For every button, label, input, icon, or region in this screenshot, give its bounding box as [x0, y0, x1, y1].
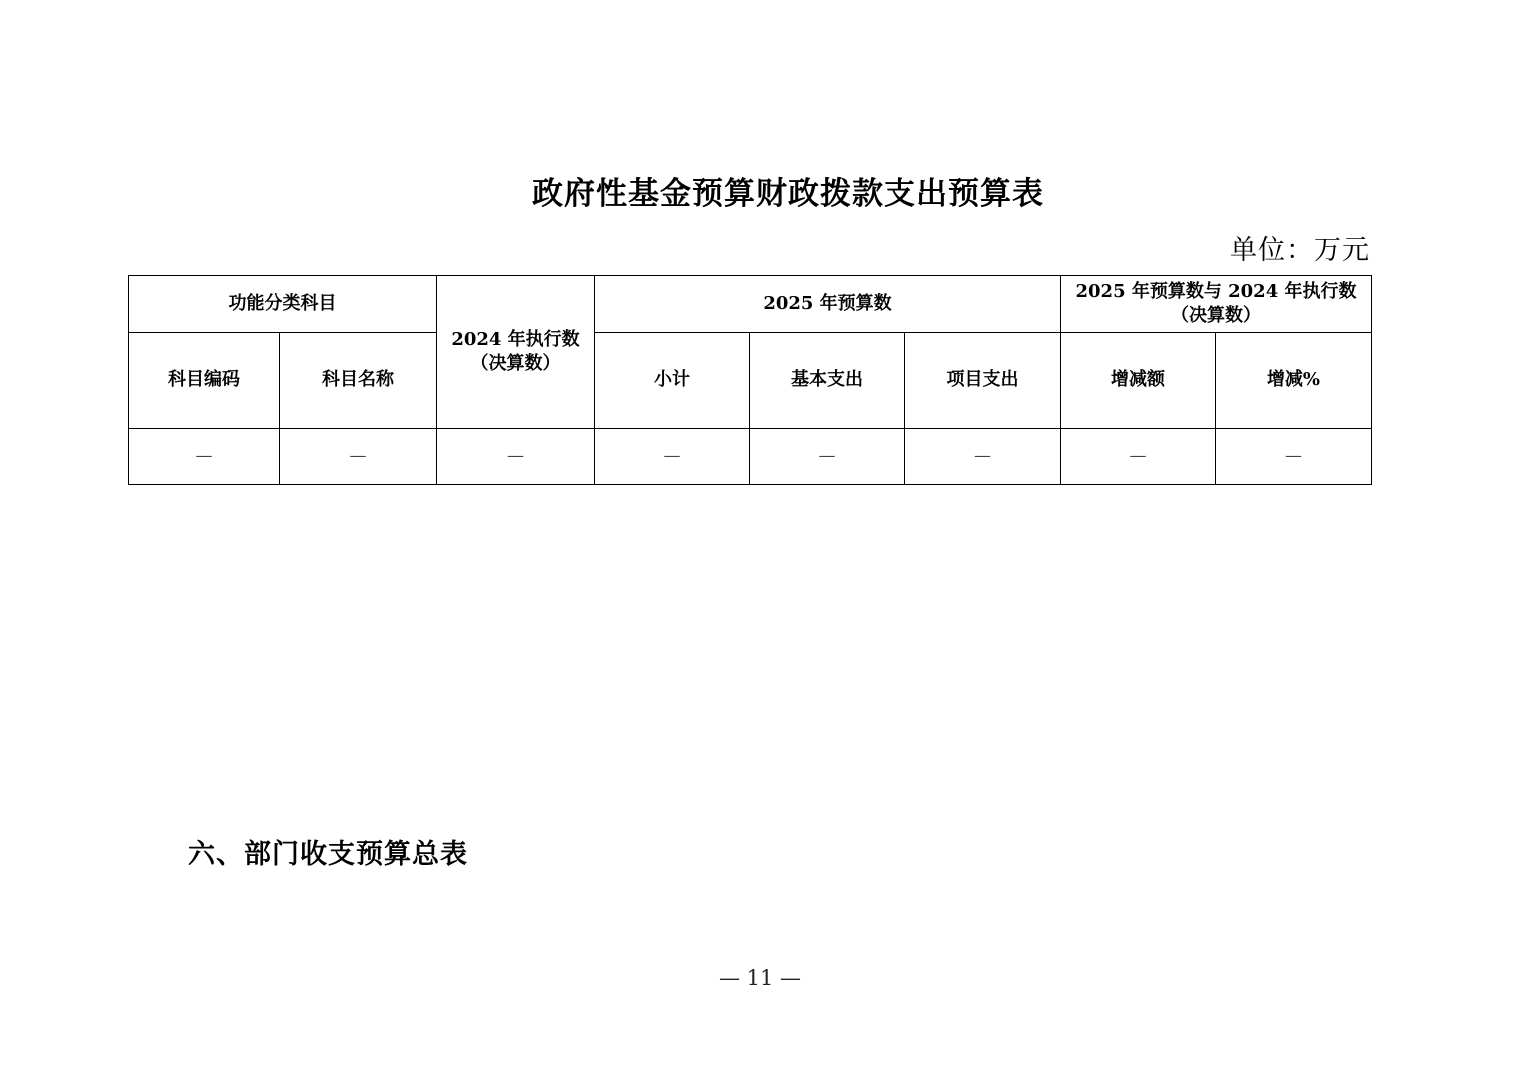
- table-header-row-2: [129, 333, 1372, 429]
- table-row: [129, 429, 1372, 485]
- cell-subject-code: —: [129, 429, 280, 485]
- header-budget-2025: 2025 年预算数: [595, 276, 1061, 333]
- header-comparison: 2025 年预算数与 2024 年执行数（决算数）: [1061, 276, 1372, 333]
- document-title: 政府性基金预算财政拨款支出预算表: [532, 176, 1044, 212]
- header-basic-expense: 基本支出: [750, 333, 905, 429]
- cell-project-expense: —: [905, 429, 1061, 485]
- header-subject-name: 科目名称: [280, 333, 437, 429]
- cell-subject-name: —: [280, 429, 437, 485]
- budget-table: [128, 275, 1372, 485]
- header-project-expense: 项目支出: [905, 333, 1061, 429]
- cell-change-percent: —: [1216, 429, 1372, 485]
- unit-label: 单位：万元: [1230, 235, 1370, 266]
- header-functional-category: 功能分类科目: [129, 276, 437, 333]
- cell-basic-expense: —: [750, 429, 905, 485]
- table-header-row-1: [129, 276, 1372, 333]
- cell-subtotal: —: [595, 429, 750, 485]
- header-prior-execution: 2024 年执行数（决算数）: [437, 276, 595, 429]
- page-number: — 11 —: [718, 966, 802, 990]
- header-subject-code: 科目编码: [129, 333, 280, 429]
- header-change-amount: 增减额: [1061, 333, 1216, 429]
- cell-prior-execution: —: [437, 429, 595, 485]
- header-subtotal: 小计: [595, 333, 750, 429]
- cell-change-amount: —: [1061, 429, 1216, 485]
- section-heading: 六、部门收支预算总表: [188, 839, 468, 870]
- header-change-percent: 增减%: [1216, 333, 1372, 429]
